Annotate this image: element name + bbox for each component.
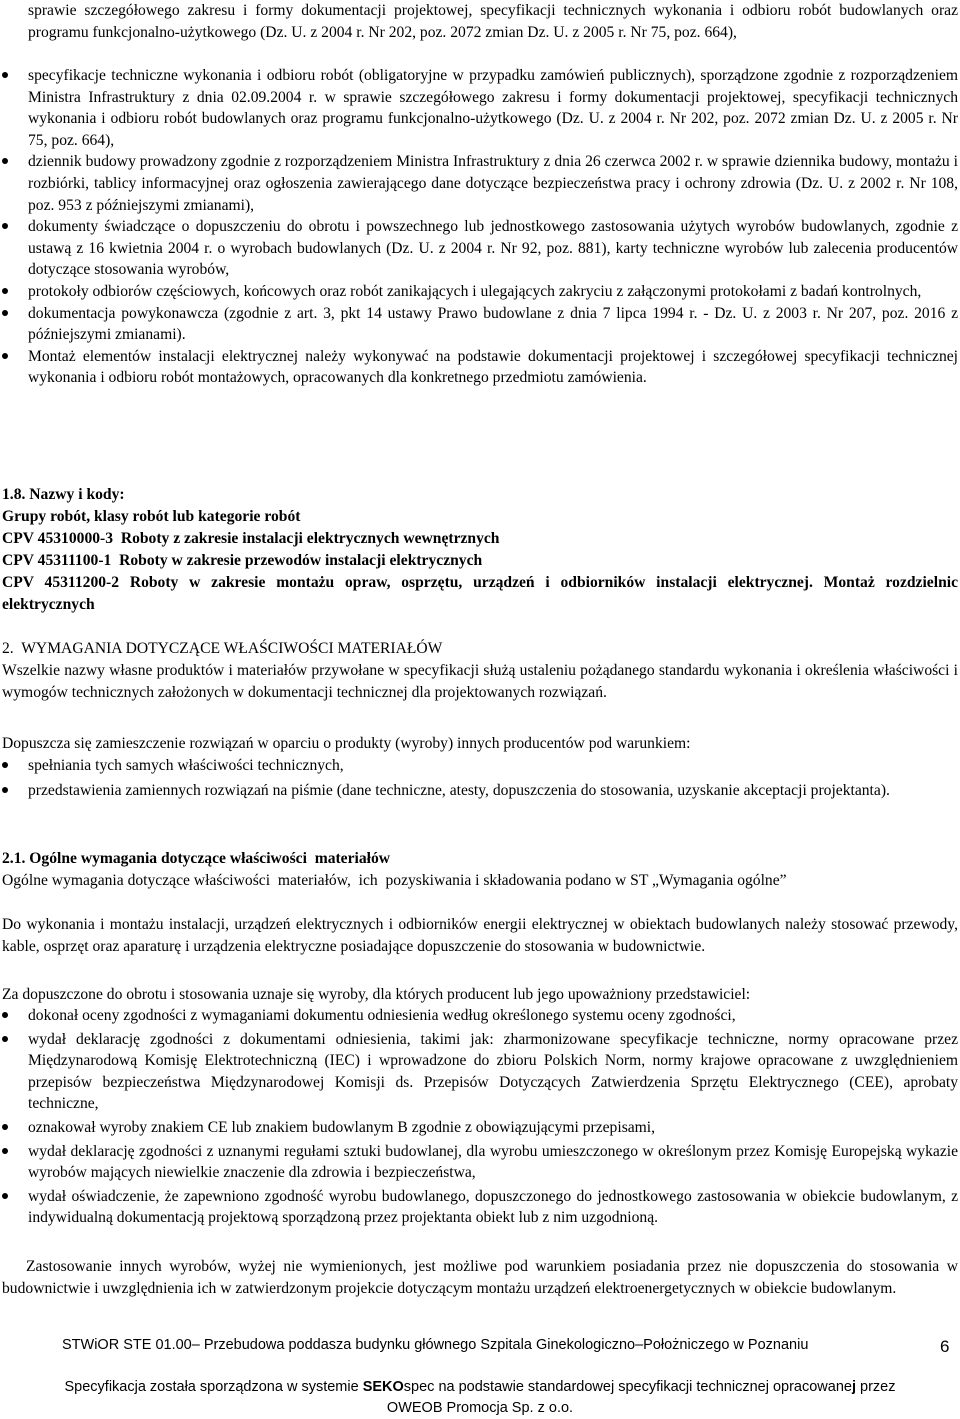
continuation-paragraph: sprawie szczegółowego zakresu i formy dokumentacji projektowej, specyfikacji technicznych wykonania i odbioru robót budowlanych oraz programu funkcjonalno-użytkowego (Dz. U. z 2004 r. Nr 202, poz. 2072 zmian Dz. U. z 2005 r. Nr 75, poz. 664),	[28, 2, 958, 41]
list-item: specyfikacje techniczne wykonania i odbioru robót (obligatoryjne w przypadku zamówień publicznych), sporządzone zgodnie z rozporządzeniem Ministra Infrastruktury z dnia 02.09.2004 r. w sprawie szczegółowego zakresu i formy dokumentacji projektowej, specyfikacji technicznych wykonania i odbioru robót budowlanych oraz programu funkcjonalno-użytkowego (Dz. U. z 2004 r. Nr 202, poz. 2072 zmian Dz. U. z 2005 r. Nr 75, poz. 664),	[28, 67, 958, 149]
cpv-line: CPV 45311200-2 Roboty w zakresie montażu opraw, osprzętu, urządzeń i odbiorników instalacji elektrycznej. Montaż rozdzielnic elektrycznych	[2, 574, 958, 613]
footer-credits-text: spec na podstawie standardowej specyfikacji technicznej opracowane	[403, 1379, 852, 1395]
page-number: 6	[940, 1337, 950, 1356]
section-1-8-subheading: Grupy robót, klasy robót lub kategorie robót	[2, 508, 301, 525]
footer-credits-text: przez	[855, 1379, 896, 1395]
list-item: Montaż elementów instalacji elektrycznej należy wykonywać na podstawie dokumentacji projektowej i szczegółowej specyfikacji technicznej wykonania i odbioru robót montażowych, opracowanych dla konkretnego przedmiotu zamówienia.	[28, 347, 958, 387]
manufacturer-conditions-list	[2, 1005, 958, 1229]
section-2-1-heading: 2.1. Ogólne wymagania dotyczące właściwości materiałów	[2, 850, 391, 867]
section-2-1-paragraph: Ogólne wymagania dotyczące właściwości materiałów, ich pozyskiwania i składowania podano w ST „Wymagania ogólne”	[2, 872, 787, 889]
list-item: dokumentacja powykonawcza (zgodnie z art. 3, pkt 14 ustawy Prawo budowlane z dnia 7 lipca 1994 r. - Dz. U. z 2003 r. Nr 207, poz. 2016 z późniejszymi zmianami).	[28, 304, 958, 344]
list-item: dziennik budowy prowadzony zgodnie z rozporządzeniem Ministra Infrastruktury z dnia 26 czerwca 2002 r. w sprawie dziennika budowy, montażu i rozbiórki, tablicy informacyjnej oraz ogłoszenia zawierającego dane dotyczące bezpieczeństwa pracy i ochrony zdrowia (Dz. U. z 2002 r. Nr 108, poz. 953 z późniejszymi zmianami),	[28, 153, 958, 214]
list-item: przedstawienia zamiennych rozwiązań na piśmie (dane techniczne, atesty, dopuszczenia do stosowania, uzyskanie akceptacji projektanta).	[28, 781, 890, 799]
section-2-paragraph: Wszelkie nazwy własne produktów i materiałów przywołane w specyfikacji służą ustaleniu pożądanego standardu wykonania i określenia właściwości i wymogów technicznych założonych w dokumentacji technicznej dla projektowanych rozwiązań.	[2, 662, 958, 701]
section-1-8-heading: 1.8. Nazwy i kody:	[2, 486, 125, 503]
conditions-list	[2, 755, 958, 801]
footer-title: STWiOR STE 01.00– Przebudowa poddasza budynku głównego Szpitala Ginekologiczno–Położniczego w Poznaniu	[62, 1337, 809, 1353]
list-item: oznakował wyroby znakiem CE lub znakiem budowlanym B zgodnie z obowiązującymi przepisami,	[28, 1118, 656, 1136]
list-item: protokoły odbiorów częściowych, końcowych oraz robót zanikających i ulegających zakryciu z załączonymi protokołami z badań kontrolnych,	[28, 282, 922, 300]
footer-credits	[0, 1377, 960, 1419]
section-2-1-paragraph: Zastosowanie innych wyrobów, wyżej nie wymienionych, jest możliwe pod warunkiem posiadania przez nie dopuszczenia do stosowania w budownictwie i uwzględnienia ich w zatwierdzonym projekcie dotyczącym montażu urządzeń elektroenergetycznych w obiekcie budowlanym.	[2, 1258, 958, 1297]
section-2-heading: 2. WYMAGANIA DOTYCZĄCE WŁAŚCIWOŚCI MATERIAŁÓW	[2, 640, 443, 657]
footer-credits-text: j	[851, 1379, 856, 1395]
footer-company: OWEOB Promocja Sp. z o.o.	[386, 1400, 574, 1416]
section-2-1-paragraph: Do wykonania i montażu instalacji, urządzeń elektrycznych i odbiorników energii elektrycznej w obiektach budowlanych należy stosować przewody, kable, osprzęt oraz aparaturę i urządzenia elektryczne posiadające dopuszczenie do stosowania w budownictwie.	[2, 916, 958, 955]
list-item: dokumenty świadczące o dopuszczeniu do obrotu i powszechnego lub jednostkowego zastosowania użytych wyrobów budowlanych, zgodnie z ustawą z 16 kwietnia 2004 r. o wyrobach budowlanych (Dz. U. z 2004 r. Nr 92, poz. 881), karty techniczne wyrobów lub zalecenia producentów dotyczące stosowania wyrobów,	[28, 218, 958, 279]
cpv-line: CPV 45311100-1 Roboty w zakresie przewodów instalacji elektrycznych	[2, 552, 483, 569]
list-item: dokonał oceny zgodności z wymaganiami dokumentu odniesienia według określonego systemu oceny zgodności,	[28, 1007, 736, 1024]
section-2-paragraph: Dopuszcza się zamieszczenie rozwiązań w oparciu o produkty (wyroby) innych producentów pod warunkiem:	[2, 735, 691, 752]
cpv-line: CPV 45310000-3 Roboty z zakresie instalacji elektrycznych wewnętrznych	[2, 530, 500, 547]
list-item: wydał oświadczenie, że zapewniono zgodność wyrobu budowlanego, dopuszczonego do jednostkowego zastosowania w obiekcie budowlanym, z indywidualną dokumentacją projektową sporządzoną przez projektanta obiekt lub z nim uzgodnioną.	[28, 1187, 958, 1227]
list-item: wydał deklarację zgodności z dokumentami odniesienia, takimi jak: zharmonizowane specyfikacje techniczne, normy opracowane przez Międzynarodową Komisję Elektrotechniczną (IEC) i wprowadzone do zbioru Polskich Norm, normy krajowe opracowane z uwzględnieniem przepisów bezpieczeństwa Międzynarodowej Komisji ds. Przepisów Dotyczących Zatwierdzenia Sprzętu Elektrycznego (CEE), aprobaty techniczne,	[28, 1030, 958, 1113]
footer-brand: SEKO	[362, 1379, 404, 1395]
footer-credits-text: Specyfikacja została sporządzona w systemie	[64, 1379, 363, 1395]
list-item: spełniania tych samych właściwości technicznych,	[28, 757, 344, 774]
section-2-1-paragraph: Za dopuszczone do obrotu i stosowania uznaje się wyroby, dla których producent lub jego upoważniony przedstawiciel:	[2, 986, 751, 1003]
list-item: wydał deklarację zgodności z uznanymi regułami sztuki budowlanej, dla wyrobu umieszczonego w określonym przez Komisję Europejską wykazie wyrobów mających niewielkie znaczenie dla zdrowia i bezpieczeństwa,	[28, 1142, 958, 1182]
documentation-list	[2, 65, 958, 389]
